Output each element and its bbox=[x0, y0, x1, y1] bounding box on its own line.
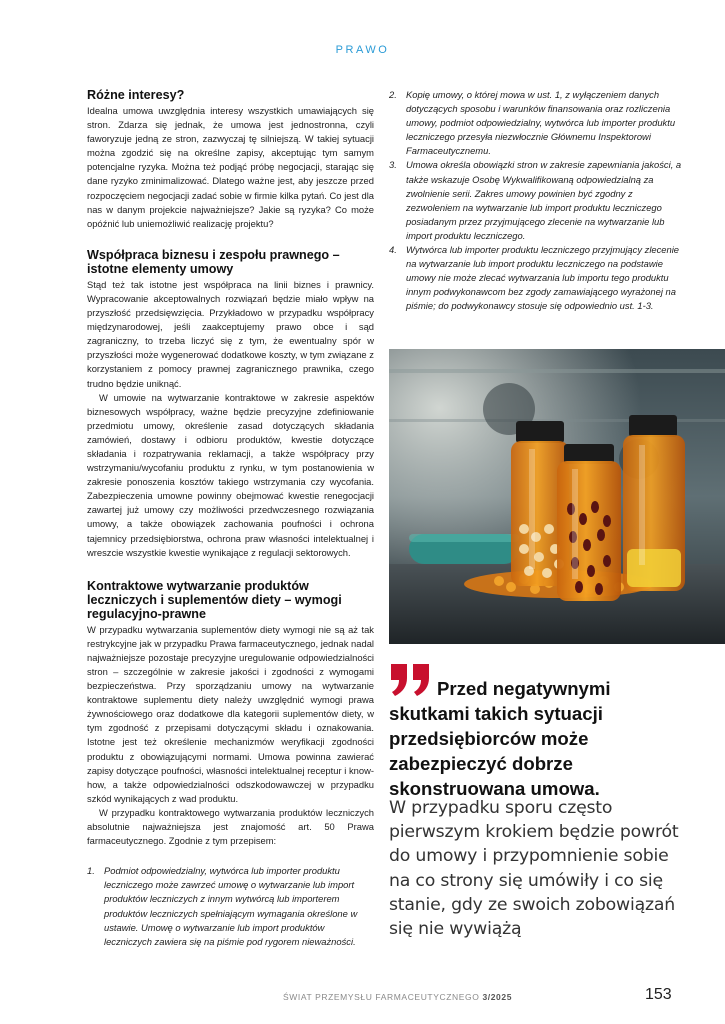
pull-quote-light: W przypadku sporu często pierwszym krokiem będzie powrót do umowy i przypomnienie sobie na co strony się umówiły i co się stanie, gdy ze swoich zobowiązań się nie wywiążą bbox=[389, 798, 679, 940]
law-item-number: 3. bbox=[389, 159, 397, 171]
paragraph-art-50: W przypadku kontraktowego wytwarzania produktów leczniczych absolutnie najważniejsza jest znajomość art. 50 Prawa farmaceutycznego. Zgodnie z tym przepisem: bbox=[87, 806, 374, 847]
law-item-number: 4. bbox=[389, 244, 397, 256]
paragraph-wspolpraca: Stąd też tak istotne jest współpraca na linii biznes i prawnicy. Wypracowanie akceptowalnych rozwiązań będzie miało wpływ na przyszłość przedsięwzięcia. Przykładowo w przypadku współpracy międzynarodowej, jeśli zaakceptujemy prawo obce i sąd zagraniczny, to trzeba liczyć się z tym, że ewentualny spór w przyszłości może wygenerować dodatkowe koszty, w tym związane z korzystaniem z pomocy prawnej zagranicznego prawnika, czego trudno będzie uniknąć. bbox=[87, 278, 374, 389]
page-number: 153 bbox=[645, 986, 672, 1003]
paragraph-umowa-kontraktowa: W umowie na wytwarzanie kontraktowe w zakresie aspektów biznesowych współpracy, ważne będzie precyzyjne zdefiniowanie przedmiotu umowy, określenie zasad dotyczących składania zamówień, dostawy i odbioru produktów, kwestie dotyczące składania i rozpatrywania reklamacji, a także współpracy przy wstrzymaniu/wycofaniu produktu z rynku, w tym postanowienia w zakresie ponoszenia kosztów takiego wstrzymania czy wycofania. Zabezpieczenia umowne powinny obejmować kwestie renegocjacji zawartej już umowy czy możliwości przedwczesnego rozwiązania umowy, a także obowiązek zachowania poufności i ochrona tajemnicy przedsiębiorstwa, ochrona praw własności intelektualnej i wreszcie wszystkie kwestie wynikające z regulacji sektorowych. bbox=[87, 391, 374, 558]
pull-quote-bold-first-line: Przed negatywnymi bbox=[437, 678, 611, 699]
heading-rozne-interesy: Różne interesy? bbox=[87, 88, 185, 102]
law-item-4 bbox=[389, 243, 689, 313]
law-item-number: 2. bbox=[389, 89, 397, 100]
footer-magazine-title: ŚWIAT PRZEMYSŁU FARMACEUTYCZNEGO bbox=[283, 992, 480, 1002]
law-item-number: 1. bbox=[87, 865, 95, 877]
pull-quote-bold bbox=[389, 676, 689, 801]
footer-issue: 3/2025 bbox=[482, 992, 513, 1002]
law-item-text: Podmiot odpowiedzialny, wytwórca lub importer produktu leczniczego może zawrzeć umowę o wytwarzanie lub import produktów leczniczych z innym wytwórcą lub importerem produktów leczniczych spełniającym wymagania określone w ustawie. Umowę o wytwarzanie lub import produktów leczniczych zawiera się na piśmie pod rygorem nieważności. bbox=[104, 865, 358, 947]
section-label: PRAWO bbox=[335, 44, 390, 56]
law-item-text: Kopię umowy, o której mowa w ust. 1, z wyłączeniem danych dotyczących sposobu i warunków finansowania oraz rozliczenia umowy, podmiot odpowiedzialny, wytwórca lub importer produktu leczniczego przesyła niezwłocznie Głównemu Inspektorowi Farmaceutycznemu. bbox=[406, 89, 676, 157]
law-item-text: Umowa określa obowiązki stron w zakresie zapewniania jakości, a także wskazuje Osobę Wykwalifikowaną odpowiedzialną za zwolnienie serii. Zakres umowy powinien być zgodny z zezwoleniem na wytwarzanie lub import produktu leczniczego posiadanym przez przyjmującego zlecenie na wytwarzanie lub import produktu leczniczego. bbox=[406, 159, 682, 241]
law-list-right bbox=[389, 88, 689, 314]
footer-magazine bbox=[283, 992, 512, 1002]
law-item-text: Wytwórca lub importer produktu leczniczego przyjmujący zlecenie na wytwarzanie lub import produktu leczniczego na podstawie umowy nie może zlecać wytwarzania lub importu tego produktu innym podwykonawcom bez zgody zamawiającego wyrażonej na piśmie; do podwykonawcy stosuje się odpowiednio ust. 1-3. bbox=[406, 244, 680, 312]
heading-wspolpraca: Współpraca biznesu i zespołu prawnego – istotne elementy umowy bbox=[87, 247, 340, 276]
paragraph-interesy: Idealna umowa uwzględnia interesy wszystkich umawiających się stron. Zdarza się jednak, że umowa jest jednostronna, czyli faworyzuje jedną ze stron, zazwyczaj tę silniejszą. W takiej sytuacji można zgodzić się na określne zapisy, akceptując tym samym potencjalne ryzyka. Można też podjąć próbę negocjacji, starając się dane ryzyko zminimalizować. Dlatego ważne jest, aby jeszcze przed rozpoczęciem negocjacji zadać sobie w firmie kilka pytań. Co jest dla nas w danym projekcie najważniejsze? Jakie są ryzyka? Co może opóźnić lub uniemożliwić realizację projektu? bbox=[87, 105, 374, 229]
heading-kontraktowe-wytwarzanie: Kontraktowe wytwarzanie produktów leczniczych i suplementów diety – wymogi regulacyjno-prawne bbox=[87, 578, 342, 621]
law-item-2 bbox=[389, 88, 689, 158]
supplement-bottles-photo bbox=[389, 349, 725, 644]
photo-illustration bbox=[389, 349, 725, 644]
right-column bbox=[389, 88, 689, 314]
law-list-left bbox=[87, 864, 374, 949]
paragraph-suplementy: W przypadku wytwarzania suplementów diety wymogi nie są aż tak restrykcyjne jak w przypadku Prawa farmaceutycznego, jednak nadal najważniejsze pozostaje precyzyjne uregulowanie odpowiedzialności stron – szczególnie w zakresie jakości i zgodności z wymogami bezpieczeństwa. Przy sporządzaniu umowy na wytwarzanie kontraktowe suplementu diety należy uwzględnić wymogi prawa żywnościowego oraz dodatkowe dla kategorii suplementów diety, w tym zgodność z przepisami dotyczącymi składu i oznakowania. Istotne jest też określenie mechanizmów weryfikacji zgodności produktu z obowiązującymi normami. Umowa powinna zawierać zapisy dotyczące poufności, własności intelektualnej receptur i know-how, a także odpowiedzialności odszkodowawczej w przypadku szkód wynikających z wad produktu. bbox=[87, 623, 374, 804]
left-column bbox=[87, 88, 374, 949]
law-item-1 bbox=[87, 864, 374, 949]
law-item-3 bbox=[389, 158, 689, 243]
pull-quote-bold-rest: skutkami takich sytuacji przedsiębiorców może zabezpieczyć dobrze skonstruowana umowa. bbox=[389, 703, 603, 799]
